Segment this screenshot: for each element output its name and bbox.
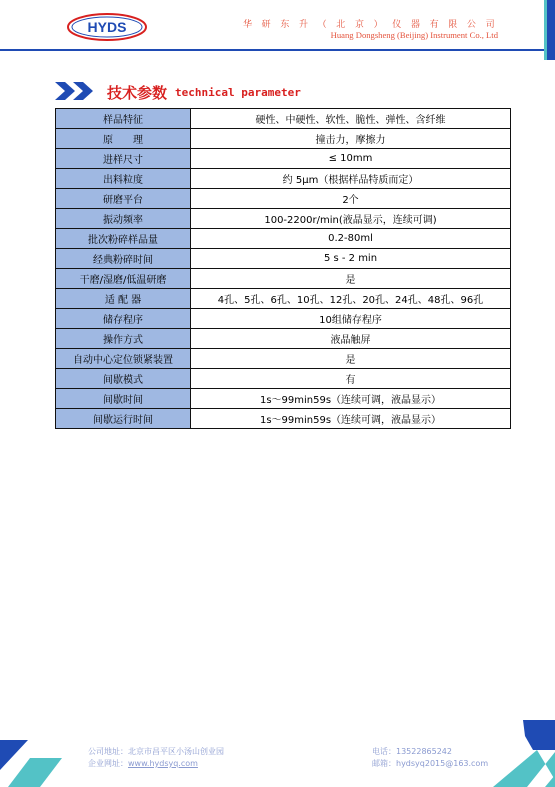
footer-address bbox=[88, 746, 224, 757]
spec-value: 硬性、中硬性、软性、脆性、弹性、含纤维 bbox=[191, 109, 511, 129]
spec-value: 撞击力，摩擦力 bbox=[191, 129, 511, 149]
table-row bbox=[56, 389, 511, 409]
spec-value: 是 bbox=[191, 269, 511, 289]
table-row bbox=[56, 229, 511, 249]
table-row bbox=[56, 329, 511, 349]
footer-phone bbox=[372, 746, 452, 757]
header-divider bbox=[0, 49, 555, 51]
spec-key: 干磨/湿磨/低温研磨 bbox=[56, 269, 191, 289]
spec-value: 1s～99min59s（连续可调，液晶显示） bbox=[191, 409, 511, 429]
website-label: 企业网址： bbox=[88, 759, 128, 768]
spec-key: 间歇运行时间 bbox=[56, 409, 191, 429]
email-value[interactable]: hydsyq2015@163.com bbox=[396, 759, 489, 768]
website-link[interactable]: www.hydsyq.com bbox=[128, 759, 198, 768]
company-name-en: Huang Dongsheng (Beijing) Instrument Co., Ltd bbox=[330, 30, 498, 40]
spec-key: 经典粉碎时间 bbox=[56, 249, 191, 269]
section-title-en: technical parameter bbox=[175, 86, 301, 99]
spec-value: 5 s - 2 min bbox=[191, 249, 511, 269]
spec-key: 出料粒度 bbox=[56, 169, 191, 189]
table-row bbox=[56, 369, 511, 389]
spec-key: 间歇模式 bbox=[56, 369, 191, 389]
footer-website bbox=[88, 758, 198, 769]
spec-value: 是 bbox=[191, 349, 511, 369]
address-label: 公司地址： bbox=[88, 747, 128, 756]
table-row bbox=[56, 129, 511, 149]
section-title-cn: 技术参数 bbox=[107, 84, 168, 102]
email-label: 邮箱： bbox=[372, 759, 396, 768]
table-row bbox=[56, 349, 511, 369]
spec-key: 原 理 bbox=[56, 129, 191, 149]
spec-key: 振动频率 bbox=[56, 209, 191, 229]
spec-key: 进样尺寸 bbox=[56, 149, 191, 169]
footer-email bbox=[372, 758, 488, 769]
phone-value: 13522865242 bbox=[396, 747, 452, 756]
double-chevron-right-icon bbox=[55, 80, 99, 102]
spec-value: 2个 bbox=[191, 189, 511, 209]
spec-key: 间歇时间 bbox=[56, 389, 191, 409]
table-row bbox=[56, 109, 511, 129]
spec-value: ≤ 10mm bbox=[191, 149, 511, 169]
spec-key: 自动中心定位锁紧装置 bbox=[56, 349, 191, 369]
spec-key: 样品特征 bbox=[56, 109, 191, 129]
company-logo bbox=[66, 12, 148, 42]
phone-label: 电话： bbox=[372, 747, 396, 756]
table-row bbox=[56, 309, 511, 329]
table-row bbox=[56, 189, 511, 209]
table-row bbox=[56, 209, 511, 229]
spec-value: 4孔、5孔、6孔、10孔、12孔、20孔、24孔、48孔、96孔 bbox=[191, 289, 511, 309]
spec-value: 约 5μm（根据样品特质而定） bbox=[191, 169, 511, 189]
spec-value: 0.2-80ml bbox=[191, 229, 511, 249]
spec-key: 适 配 器 bbox=[56, 289, 191, 309]
footer-decoration-left bbox=[0, 730, 70, 787]
company-name-cn: 华 研 东 升 （ 北 京 ） 仪 器 有 限 公 司 bbox=[243, 20, 498, 30]
spec-value: 1s～99min59s（连续可调，液晶显示） bbox=[191, 389, 511, 409]
footer-decoration-right bbox=[475, 720, 555, 787]
table-row bbox=[56, 269, 511, 289]
spec-value: 100-2200r/min(液晶显示，连续可调) bbox=[191, 209, 511, 229]
table-row bbox=[56, 149, 511, 169]
table-row bbox=[56, 249, 511, 269]
address-value: 北京市昌平区小汤山创业园 bbox=[128, 747, 224, 756]
spec-value: 有 bbox=[191, 369, 511, 389]
logo-text: HYDS bbox=[87, 19, 127, 35]
spec-value: 液晶触屏 bbox=[191, 329, 511, 349]
spec-value: 10组储存程序 bbox=[191, 309, 511, 329]
spec-key: 储存程序 bbox=[56, 309, 191, 329]
header-accent-blue bbox=[547, 0, 555, 60]
table-row bbox=[56, 289, 511, 309]
spec-key: 操作方式 bbox=[56, 329, 191, 349]
spec-table bbox=[55, 108, 511, 429]
spec-key: 批次粉碎样品量 bbox=[56, 229, 191, 249]
table-row bbox=[56, 169, 511, 189]
spec-key: 研磨平台 bbox=[56, 189, 191, 209]
table-row bbox=[56, 409, 511, 429]
